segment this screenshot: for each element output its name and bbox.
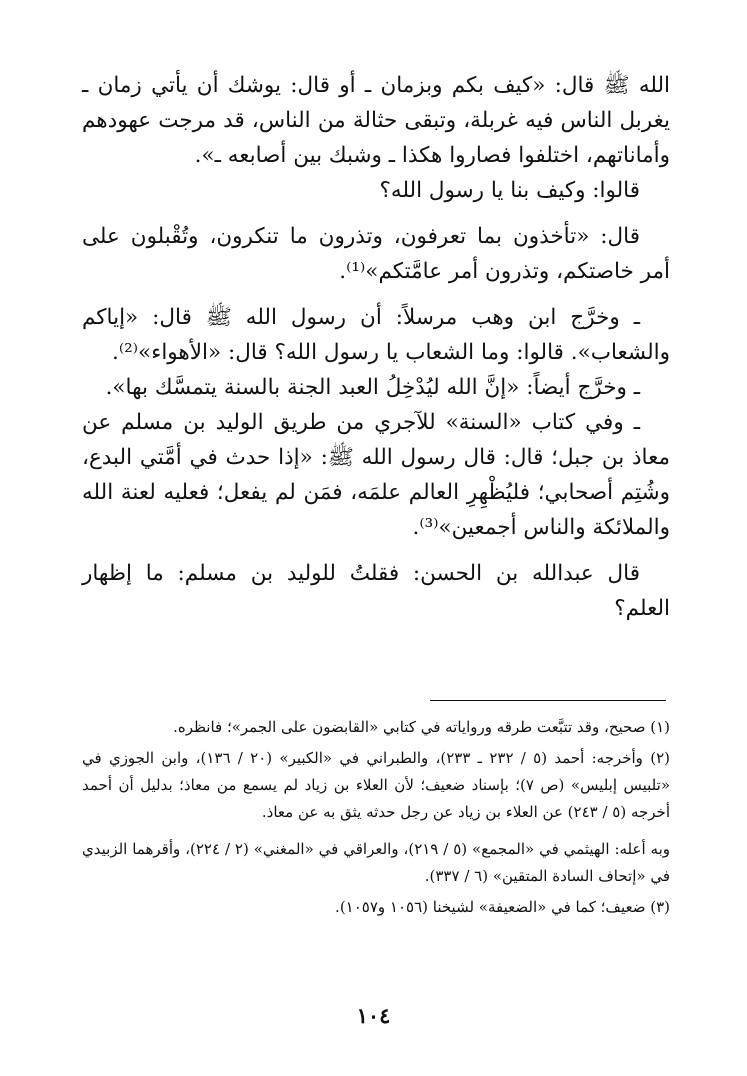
paragraph-ajurri: ـ وفي كتاب «السنة» للآجري من طريق الوليد بن مسلم عن معاذ بن جبل؛ قال: قال رسول الله ﷺ: «إذا حدث في أمَّتي البدع، وشُتِم أصحابي؛ فليُظْهِرِ العالم علمَه، فمَن لم يفعل؛ فعليه لعنة الله والملائكة والناس أجمعين»⁽³⁾. <box>82 410 670 540</box>
paragraph-ibn-wahb: ـ وخرَّج ابن وهب مرسلاً: أن رسول الله ﷺ قال: «إياكم والشعاب». قالوا: وما الشعاب يا رسول الله؟ قال: «الأهواء»⁽²⁾. <box>82 305 670 365</box>
paragraph-question: قالوا: وكيف بنا يا رسول الله؟ <box>379 178 640 203</box>
paragraph-hadith-sieving: الله ﷺ قال: «كيف بكم وبزمان ـ أو قال: يوشك أن يأتي زمان ـ يغربل الناس فيه غربلة، وتبقى حثالة من الناس، قد مرجت عهودهم وأماناتهم، اختلفوا فصاروا هكذا ـ وشبك بين أصابعه ـ». <box>82 73 670 168</box>
page-number: ١٠٤ <box>356 1003 391 1028</box>
paragraph-abdullah: قال عبدالله بن الحسن: فقلتُ للوليد بن مسلم: ما إظهار العلم؟ <box>82 561 670 621</box>
paragraph-sunnah: ـ وخرَّج أيضاً: «إنَّ الله ليُدْخِلُ العبد الجنة بالسنة يتمسَّك بها». <box>105 375 640 400</box>
footnote-2-continued: وبه أعله: الهيثمي في «المجمع» (٥ / ٢١٩)، والعراقي في «المغني» (٢ / ٢٢٤)، وأقرهما الزبيدي في «إتحاف السادة المتقين» (٦ / ٣٣٧). <box>82 840 670 885</box>
footnote-divider <box>430 700 666 701</box>
footnote-2: (٢) وأخرجه: أحمد (٥ / ٢٣٢ ـ ٢٣٣)، والطبراني في «الكبير» (٢٠ / ١٣٦)، وابن الجوزي في «تلبيس إبليس» (ص ٧)؛ بإسناد ضعيف؛ لأن العلاء بن زياد لم يسمع من معاذ؛ بدليل أن أحمد أخرجه (٥ / ٢٤٣) عن العلاء بن زياد عن رجل حدثه يثق به عن معاذ. <box>82 749 671 821</box>
paragraph-answer: قال: «تأخذون بما تعرفون، وتذرون ما تنكرون، وتُقْبلون على أمر خاصتكم، وتذرون أمر عامَّتكم»⁽¹⁾. <box>82 224 670 284</box>
footnote-1: (١) صحيح، وقد تتبَّعت طرقه ورواياته في كتابي «القابضون على الجمر»؛ فانظره. <box>173 718 670 736</box>
footnotes <box>82 714 670 925</box>
footnote-3: (٣) ضعيف؛ كما في «الضعيفة» لشيخنا (١٠٥٦ و١٠٥٧). <box>335 898 670 916</box>
main-text <box>82 68 670 637</box>
